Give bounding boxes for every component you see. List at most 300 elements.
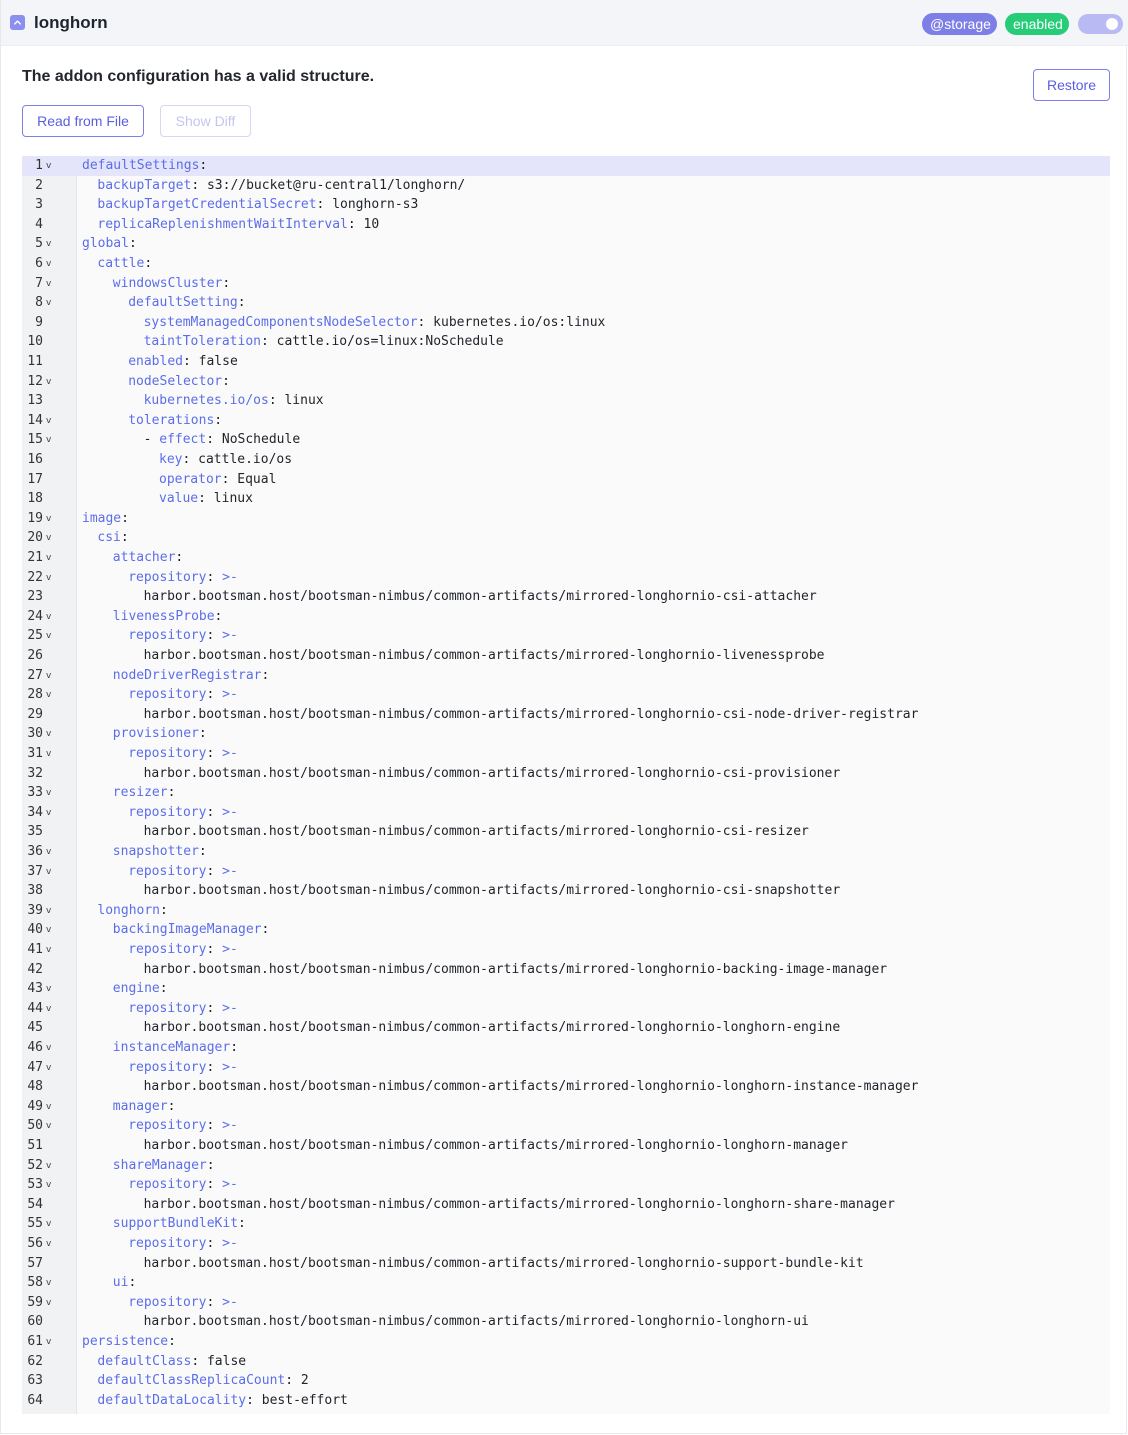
fold-chevron-icon[interactable]: v [46, 1219, 52, 1230]
fold-chevron-icon[interactable]: v [46, 239, 52, 250]
code-line[interactable] [22, 528, 1110, 548]
code-line[interactable] [22, 1312, 1110, 1332]
code-text [159, 490, 253, 508]
code-text [144, 314, 606, 332]
code-key: engine [112, 981, 160, 997]
code-line[interactable] [22, 313, 1110, 333]
fold-chevron-icon[interactable]: v [46, 259, 52, 269]
code-block-indicator: >- [214, 942, 238, 957]
code-key: repository [128, 863, 207, 879]
code-value: harbor.bootsman.host/bootsman-nimbus/common-artifacts/mirrored-longhornio-longhorn-share-manager [143, 1196, 895, 1212]
code-line[interactable] [22, 1352, 1110, 1372]
line-number: 26 [27, 648, 43, 663]
code-text [113, 1274, 136, 1292]
line-number: 52 [27, 1157, 43, 1173]
gutter-cell [22, 1116, 76, 1136]
toggle-knob [1106, 18, 1118, 30]
code-block-indicator: >- [214, 746, 238, 761]
fold-chevron-icon[interactable]: v [46, 1337, 52, 1347]
code-value: harbor.bootsman.host/bootsman-nimbus/common-artifacts/mirrored-longhornio-backing-image-manager [143, 961, 888, 977]
code-key: systemManagedComponentsNodeSelector [143, 314, 418, 330]
code-line[interactable] [22, 1254, 1110, 1274]
code-colon: : [206, 1118, 215, 1134]
line-number: 43 [27, 981, 43, 997]
code-text [128, 863, 238, 881]
code-line[interactable] [22, 999, 1110, 1019]
line-number: 32 [27, 765, 43, 781]
fold-chevron-icon[interactable]: v [46, 1160, 52, 1171]
fold-chevron-icon[interactable]: v [46, 925, 52, 936]
gutter-cell [22, 254, 76, 274]
fold-chevron-icon[interactable]: v [46, 553, 52, 563]
line-number: 48 [27, 1079, 43, 1095]
code-key: csi [97, 530, 121, 546]
line-number: 39 [27, 902, 43, 918]
line-number: 55 [27, 1216, 43, 1232]
fold-chevron-icon[interactable]: v [46, 1121, 52, 1132]
code-text [144, 647, 825, 665]
fold-chevron-icon[interactable]: v [46, 631, 52, 642]
gutter-cell [22, 607, 76, 627]
code-value: 2 [293, 1373, 309, 1389]
code-colon: : [206, 942, 215, 957]
fold-chevron-icon[interactable]: v [46, 866, 52, 877]
fold-chevron-icon[interactable]: v [46, 278, 52, 289]
code-text [128, 941, 238, 959]
line-number: 18 [27, 491, 43, 507]
code-text [113, 1215, 246, 1233]
collapse-button[interactable] [10, 15, 25, 30]
code-line[interactable] [22, 1116, 1110, 1136]
code-value: linux [276, 393, 324, 409]
code-colon: : [160, 902, 168, 918]
code-colon: : [198, 726, 207, 742]
code-line[interactable] [22, 1332, 1110, 1352]
yaml-code-editor[interactable] [22, 156, 1110, 1414]
fold-chevron-icon[interactable]: v [46, 1101, 52, 1112]
fold-chevron-icon[interactable]: v [46, 1062, 52, 1073]
code-line[interactable] [22, 293, 1110, 313]
code-colon: : [168, 1334, 176, 1349]
gutter-cell [22, 999, 76, 1019]
gutter-cell [22, 411, 76, 431]
code-text [97, 196, 418, 214]
code-text [128, 686, 238, 704]
code-line[interactable] [22, 979, 1110, 999]
gutter-cell [22, 920, 76, 940]
gutter-cell [22, 1293, 76, 1313]
gutter-cell [22, 1175, 76, 1195]
code-line[interactable] [22, 822, 1110, 842]
line-number: 12 [27, 373, 43, 389]
gutter-cell [22, 1195, 76, 1215]
code-line[interactable] [22, 744, 1110, 764]
code-value: harbor.bootsman.host/bootsman-nimbus/common-artifacts/mirrored-longhornio-longhorn-engine [143, 1020, 841, 1036]
code-text [113, 921, 270, 939]
line-number: 2 [35, 177, 43, 193]
fold-chevron-icon[interactable]: v [46, 572, 52, 583]
gutter-cell [22, 313, 76, 333]
code-colon: : [206, 1236, 215, 1251]
code-line[interactable] [22, 450, 1110, 470]
code-key: resizer [112, 785, 168, 801]
code-line[interactable] [22, 391, 1110, 411]
code-text [97, 1392, 347, 1410]
code-text [113, 725, 207, 743]
code-line[interactable] [22, 215, 1110, 235]
fold-chevron-icon[interactable]: v [46, 905, 52, 916]
code-block-indicator: >- [214, 1294, 238, 1310]
code-key: repository [128, 804, 207, 820]
line-number: 56 [27, 1236, 43, 1251]
code-key: repository [128, 1177, 207, 1193]
gutter-cell [22, 724, 76, 744]
code-text [113, 1098, 176, 1116]
code-line[interactable] [22, 1391, 1110, 1411]
fold-chevron-icon[interactable]: v [46, 670, 52, 681]
code-text [128, 412, 222, 430]
line-number: 62 [27, 1353, 43, 1369]
code-key: repository [128, 1000, 207, 1016]
code-colon: : [121, 510, 129, 526]
code-text [82, 235, 137, 253]
line-number: 21 [27, 550, 43, 565]
gutter-cell [22, 940, 76, 960]
code-line[interactable] [22, 1038, 1110, 1058]
code-colon: : [347, 216, 356, 232]
code-colon: : [206, 1177, 215, 1193]
code-line[interactable] [22, 803, 1110, 823]
code-line[interactable] [22, 764, 1110, 784]
code-line[interactable] [22, 1175, 1110, 1195]
line-number: 57 [27, 1255, 43, 1271]
code-block-indicator: >- [214, 1236, 238, 1251]
code-text [144, 431, 301, 449]
fold-chevron-icon[interactable]: v [46, 161, 52, 171]
code-colon: : [206, 1000, 215, 1016]
code-colon: : [206, 1157, 215, 1173]
code-colon: : [206, 1294, 215, 1310]
line-number: 47 [27, 1059, 43, 1075]
gutter-cell [22, 195, 76, 215]
code-value: false [199, 1353, 247, 1369]
code-text [159, 451, 292, 469]
code-text [128, 1059, 238, 1077]
storage-tag-badge: @storage [922, 13, 997, 35]
code-line[interactable] [22, 1058, 1110, 1078]
code-block-indicator: >- [214, 1000, 238, 1016]
code-line[interactable] [22, 254, 1110, 274]
code-text [128, 294, 245, 312]
code-line[interactable] [22, 920, 1110, 940]
code-line[interactable] [22, 509, 1110, 529]
code-key: replicaReplenishmentWaitInterval [97, 216, 348, 232]
code-line[interactable] [22, 862, 1110, 882]
fold-chevron-icon[interactable]: v [46, 415, 52, 426]
code-key: image [82, 510, 122, 526]
code-line[interactable] [22, 274, 1110, 294]
code-key: key [159, 452, 183, 467]
code-key: manager [112, 1098, 168, 1114]
line-number: 6 [35, 256, 43, 271]
code-text [144, 588, 817, 606]
code-text [144, 1196, 895, 1214]
code-colon: : [268, 393, 277, 409]
gutter-cell [22, 862, 76, 882]
code-line[interactable] [22, 646, 1110, 666]
code-colon: : [285, 1373, 294, 1389]
code-text [144, 333, 504, 351]
code-block-indicator: >- [214, 1118, 238, 1134]
code-text [113, 843, 207, 861]
line-number: 11 [27, 354, 43, 369]
code-key: taintToleration [143, 334, 261, 350]
code-line[interactable] [22, 1293, 1110, 1313]
code-line[interactable] [22, 607, 1110, 627]
line-number: 5 [35, 236, 43, 252]
fold-chevron-icon[interactable]: v [46, 690, 52, 701]
gutter-cell [22, 960, 76, 980]
code-line[interactable] [22, 724, 1110, 744]
line-number: 30 [27, 726, 43, 742]
code-text [97, 177, 465, 195]
code-text [128, 627, 238, 645]
line-number: 28 [27, 687, 43, 703]
fold-chevron-icon[interactable]: v [46, 788, 52, 799]
line-number: 53 [27, 1177, 43, 1193]
code-line[interactable] [22, 587, 1110, 607]
gutter-cell [22, 979, 76, 999]
read-from-file-button[interactable]: Read from File [22, 105, 144, 137]
code-line[interactable] [22, 881, 1110, 901]
chevron-up-icon [13, 18, 22, 27]
code-text [144, 823, 809, 841]
code-colon: : [230, 1040, 239, 1055]
code-key: livenessProbe [112, 608, 215, 624]
code-line[interactable] [22, 1195, 1110, 1215]
code-line[interactable] [22, 960, 1110, 980]
code-text [128, 1000, 238, 1018]
code-key: repository [128, 942, 207, 957]
gutter-cell [22, 430, 76, 450]
code-value: best-effort [253, 1392, 348, 1408]
gutter-cell [22, 1254, 76, 1274]
fold-chevron-icon[interactable]: v [46, 376, 52, 387]
code-line[interactable] [22, 1273, 1110, 1293]
code-line[interactable] [22, 940, 1110, 960]
code-value: harbor.bootsman.host/bootsman-nimbus/common-artifacts/mirrored-longhornio-longhorn-instance-manager [143, 1079, 919, 1095]
line-number: 45 [27, 1020, 43, 1036]
code-line[interactable] [22, 332, 1110, 352]
fold-chevron-icon[interactable]: v [46, 1297, 52, 1308]
code-value: cattle.io/os [190, 452, 293, 467]
code-line[interactable] [22, 548, 1110, 568]
code-key: effect [159, 432, 207, 448]
gutter-cell [22, 1312, 76, 1332]
code-line[interactable] [22, 666, 1110, 686]
gutter-cell [22, 646, 76, 666]
line-number: 23 [27, 589, 43, 605]
code-line[interactable] [22, 626, 1110, 646]
gutter-cell [22, 1136, 76, 1156]
fold-chevron-icon[interactable]: v [46, 1278, 52, 1289]
code-colon: : [206, 569, 215, 585]
line-number: 51 [27, 1138, 43, 1153]
code-line[interactable] [22, 1371, 1110, 1391]
code-text [144, 765, 841, 783]
code-key: repository [128, 1059, 207, 1075]
code-line[interactable] [22, 901, 1110, 921]
code-block-indicator: >- [214, 569, 238, 585]
gutter-cell [22, 1214, 76, 1234]
code-line[interactable] [22, 1097, 1110, 1117]
code-key: attacher [112, 550, 176, 565]
code-line[interactable] [22, 489, 1110, 509]
addon-header [1, 0, 1128, 46]
fold-chevron-icon[interactable]: v [46, 513, 52, 524]
fold-chevron-icon[interactable]: v [46, 945, 52, 955]
code-colon: : [222, 373, 230, 389]
code-text [144, 392, 324, 410]
line-number: 10 [27, 334, 43, 350]
code-line[interactable] [22, 842, 1110, 862]
code-line[interactable] [22, 1214, 1110, 1234]
code-key: nodeSelector [128, 373, 223, 389]
fold-chevron-icon[interactable]: v [46, 533, 52, 544]
code-line[interactable] [22, 1018, 1110, 1038]
fold-chevron-icon[interactable]: v [46, 435, 52, 446]
code-colon: : [316, 197, 325, 213]
gutter-cell [22, 548, 76, 568]
code-line[interactable] [22, 195, 1110, 215]
code-colon: : [198, 491, 206, 507]
line-number: 64 [27, 1392, 43, 1408]
fold-chevron-icon[interactable]: v [46, 611, 52, 622]
gutter-cell [22, 509, 76, 529]
code-line[interactable] [22, 783, 1110, 803]
code-value: harbor.bootsman.host/bootsman-nimbus/common-artifacts/mirrored-longhornio-csi-attacher [143, 589, 817, 605]
code-key: backupTargetCredentialSecret [97, 197, 317, 213]
code-key: defaultClass [97, 1353, 192, 1369]
line-number: 38 [27, 883, 43, 899]
gutter-cell [22, 1156, 76, 1176]
code-text [128, 1235, 238, 1253]
code-colon: : [417, 314, 426, 330]
gutter-cell [22, 1058, 76, 1078]
code-text [144, 1019, 841, 1037]
code-line[interactable] [22, 352, 1110, 372]
code-line[interactable] [22, 372, 1110, 392]
code-line[interactable] [22, 234, 1110, 254]
code-line[interactable] [22, 156, 1110, 176]
line-number: 59 [27, 1294, 43, 1310]
code-text [82, 1333, 176, 1351]
line-number: 15 [27, 432, 43, 448]
fold-chevron-icon[interactable]: v [46, 729, 52, 740]
code-value: harbor.bootsman.host/bootsman-nimbus/common-artifacts/mirrored-longhornio-longhorn-ui [143, 1314, 809, 1330]
code-text [113, 1039, 238, 1057]
code-block-indicator: >- [214, 1177, 238, 1193]
code-text [113, 784, 176, 802]
gutter-cell [22, 470, 76, 490]
code-text [97, 529, 128, 547]
code-text [113, 608, 223, 626]
code-line[interactable] [22, 1234, 1110, 1254]
code-key: repository [128, 687, 207, 703]
fold-chevron-icon[interactable]: v [46, 1043, 52, 1053]
fold-chevron-icon[interactable]: v [46, 1180, 52, 1191]
code-block-indicator: >- [214, 1059, 238, 1075]
fold-chevron-icon[interactable]: v [46, 847, 52, 857]
code-colon: : [175, 550, 184, 565]
code-colon: : [206, 863, 215, 879]
enable-toggle[interactable] [1078, 14, 1123, 34]
code-line[interactable] [22, 1077, 1110, 1097]
code-key: global [82, 236, 129, 252]
gutter-cell [22, 783, 76, 803]
code-value: harbor.bootsman.host/bootsman-nimbus/common-artifacts/mirrored-longhornio-csi-resizer [143, 824, 809, 840]
code-value: harbor.bootsman.host/bootsman-nimbus/common-artifacts/mirrored-longhornio-longhorn-manager [143, 1138, 848, 1153]
code-key: cattle [97, 256, 145, 271]
code-key: backupTarget [97, 177, 192, 193]
code-colon: : [206, 628, 215, 644]
code-line[interactable] [22, 430, 1110, 450]
fold-chevron-icon[interactable]: v [46, 1239, 52, 1249]
fold-chevron-icon[interactable]: v [46, 1003, 52, 1014]
code-colon: : [191, 1353, 200, 1369]
fold-chevron-icon[interactable]: v [46, 807, 52, 818]
code-line[interactable] [22, 470, 1110, 490]
code-block-indicator: >- [214, 687, 238, 703]
line-number: 27 [27, 667, 43, 683]
code-line[interactable] [22, 1136, 1110, 1156]
line-number: 44 [27, 1000, 43, 1016]
code-line[interactable] [22, 1156, 1110, 1176]
gutter-cell [22, 1234, 76, 1254]
gutter-cell [22, 685, 76, 705]
code-colon: : [182, 452, 191, 467]
code-line[interactable] [22, 411, 1110, 431]
gutter-cell [22, 705, 76, 725]
fold-chevron-icon[interactable]: v [46, 749, 52, 759]
restore-button[interactable]: Restore [1033, 69, 1110, 101]
gutter-cell [22, 215, 76, 235]
code-key: repository [128, 746, 207, 761]
line-number: 9 [35, 314, 43, 330]
fold-chevron-icon[interactable]: v [46, 984, 52, 995]
line-number: 36 [27, 844, 43, 859]
gutter-cell [22, 528, 76, 548]
gutter-cell [22, 391, 76, 411]
line-number: 20 [27, 530, 43, 546]
fold-chevron-icon[interactable]: v [46, 298, 52, 309]
code-value: cattle.io/os=linux:NoSchedule [268, 334, 504, 350]
code-value: false [190, 354, 238, 369]
line-number: 33 [27, 785, 43, 801]
code-text [113, 980, 168, 998]
code-line[interactable] [22, 705, 1110, 725]
code-text [144, 1078, 919, 1096]
code-line[interactable] [22, 685, 1110, 705]
gutter-cell [22, 372, 76, 392]
gutter-cell [22, 1077, 76, 1097]
code-value: longhorn-s3 [324, 197, 419, 213]
code-colon: : [206, 1059, 215, 1075]
show-diff-button: Show Diff [160, 105, 251, 137]
line-number: 22 [27, 569, 43, 585]
code-line[interactable] [22, 176, 1110, 196]
code-line[interactable] [22, 568, 1110, 588]
